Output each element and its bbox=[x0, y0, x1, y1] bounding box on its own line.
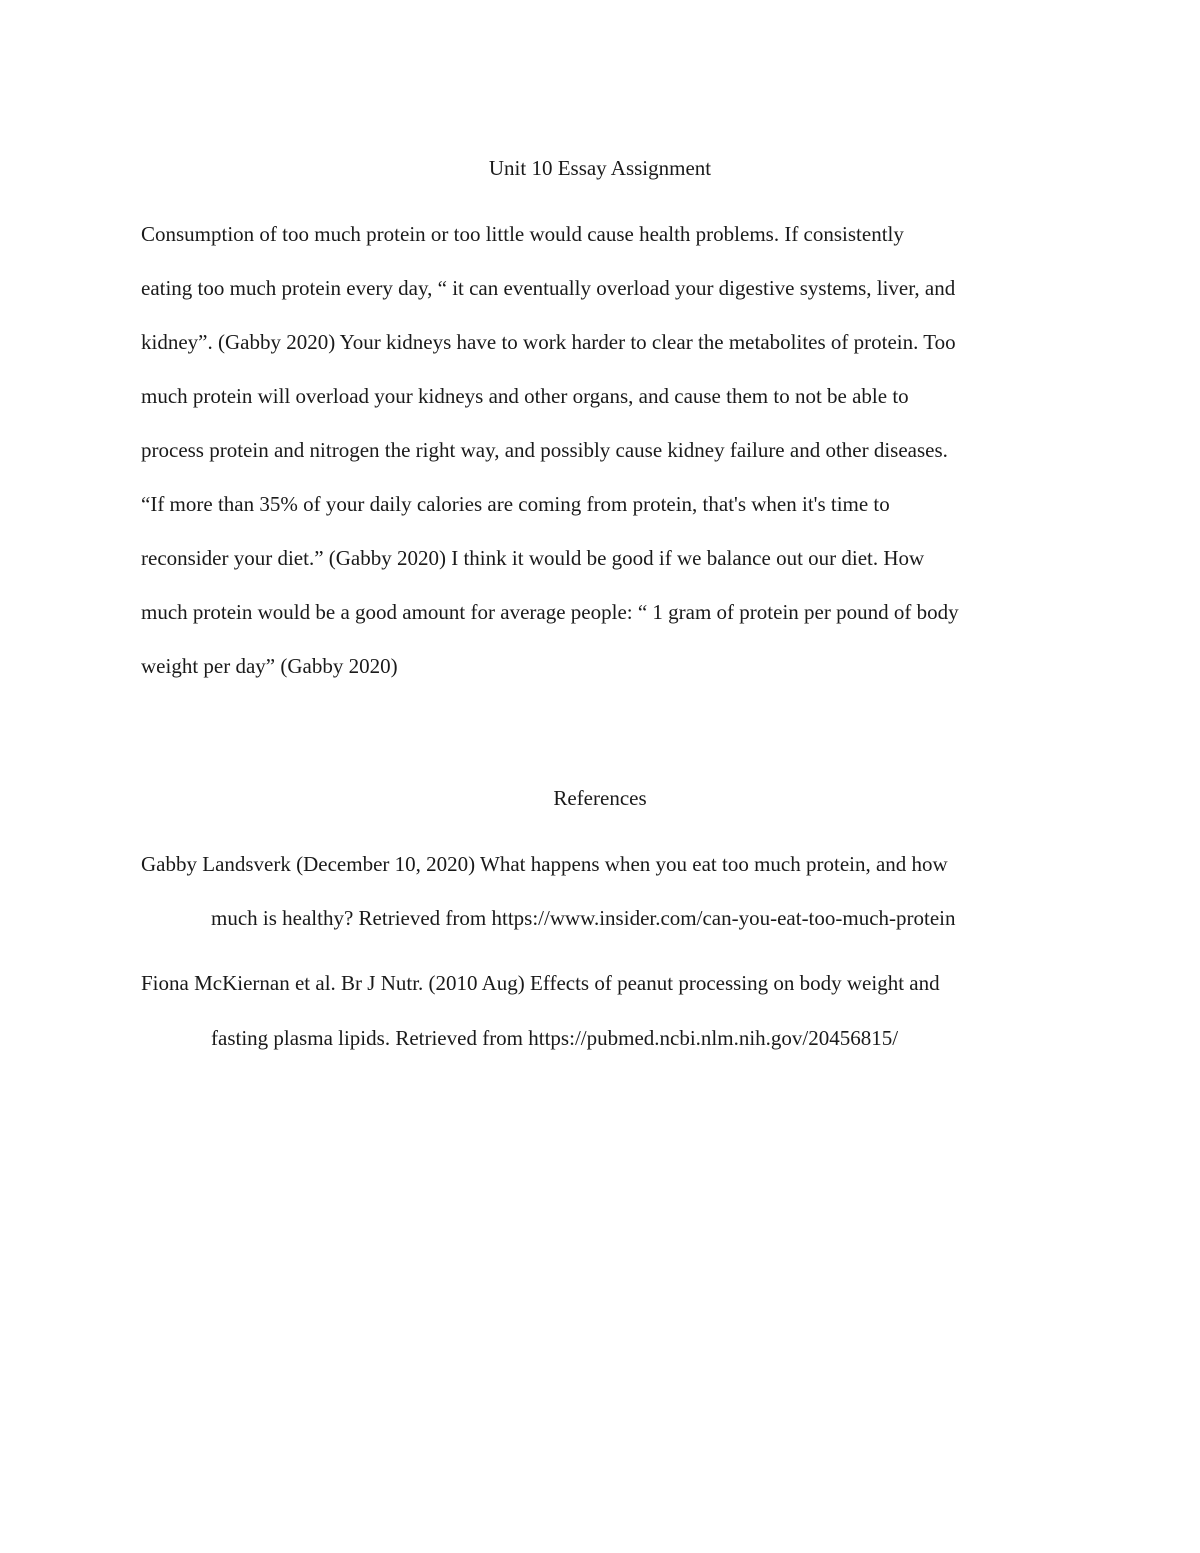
body-line-5: process protein and nitrogen the right way, and possibly cause kidney failure and other diseases. bbox=[141, 438, 948, 462]
reference-2-line-2: fasting plasma lipids. Retrieved from https://pubmed.ncbi.nlm.nih.gov/20456815/ bbox=[211, 1026, 899, 1050]
body-line-6: “If more than 35% of your daily calories are coming from protein, that's when it's time to bbox=[141, 492, 890, 516]
body-line-3: kidney”. (Gabby 2020) Your kidneys have to work harder to clear the metabolites of protein. Too bbox=[141, 330, 956, 354]
body-line-2: eating too much protein every day, “ it can eventually overload your digestive systems, liver, and bbox=[141, 276, 956, 300]
document-title: Unit 10 Essay Assignment bbox=[488, 156, 712, 180]
references-heading: References bbox=[553, 786, 647, 810]
reference-1-line-1: Gabby Landsverk (December 10, 2020) What happens when you eat too much protein, and how bbox=[141, 852, 948, 876]
body-line-1: Consumption of too much protein or too little would cause health problems. If consistently bbox=[141, 222, 904, 246]
reference-2-line-1: Fiona McKiernan et al. Br J Nutr. (2010 Aug) Effects of peanut processing on body weight and bbox=[141, 971, 940, 995]
body-line-7: reconsider your diet.” (Gabby 2020) I think it would be good if we balance out our diet. How bbox=[141, 546, 925, 570]
reference-1-line-2: much is healthy? Retrieved from https://www.insider.com/can-you-eat-too-much-protein bbox=[211, 906, 956, 930]
body-line-4: much protein will overload your kidneys and other organs, and cause them to not be able to bbox=[141, 384, 909, 408]
body-line-8: much protein would be a good amount for average people: “ 1 gram of protein per pound of body bbox=[141, 600, 959, 624]
body-line-9: weight per day” (Gabby 2020) bbox=[141, 654, 398, 678]
